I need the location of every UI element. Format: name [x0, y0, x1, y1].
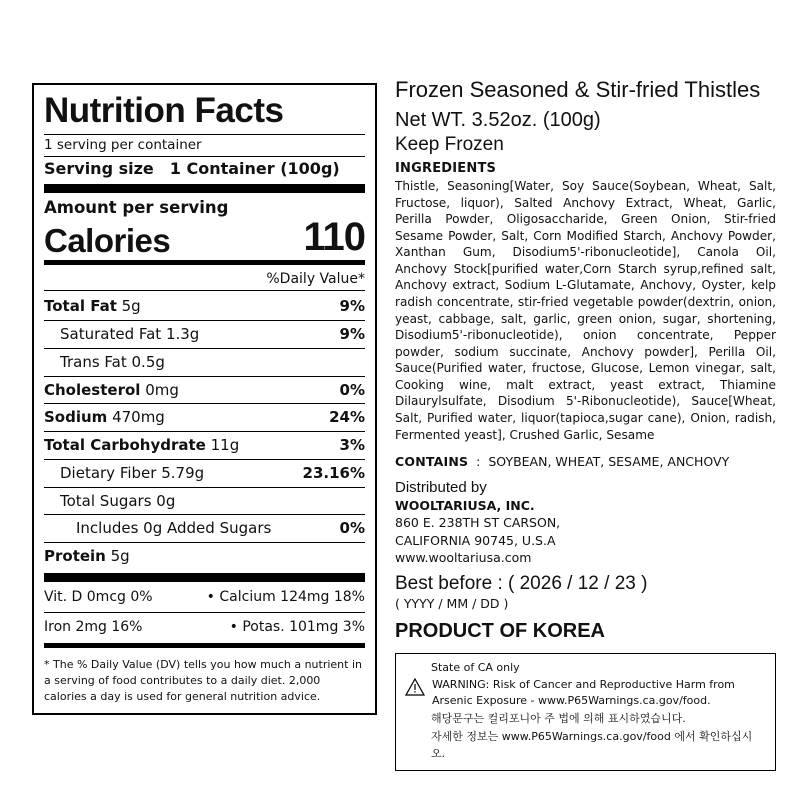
nutrition-facts-panel [32, 83, 377, 715]
net-weight: Net WT. 3.52oz. (100g) [395, 109, 601, 132]
nutrient-row [44, 404, 365, 432]
divider-medium [44, 260, 365, 265]
distributor-address-line2: CALIFORNIA 90745, U.S.A [395, 532, 556, 548]
contains-label: CONTAINS [395, 454, 469, 470]
keep-frozen-note: Keep Frozen [395, 134, 504, 156]
nutrient-daily-value: 24% [329, 408, 365, 427]
daily-value-footnote: * The % Daily Value (DV) tells you how much a nutrient in a serving of food contributes to a daily diet. 2,000 calories a day is used for general nutrition advice. [44, 657, 362, 703]
distributor-block [395, 497, 776, 567]
divider [44, 612, 365, 613]
nutrient-row [44, 432, 365, 460]
nutrient-rows [44, 293, 365, 570]
nutrient-name: Dietary Fiber 5.79g [60, 463, 205, 482]
nutrient-daily-value: 23.16% [302, 463, 365, 482]
distributed-by-label: Distributed by [395, 478, 487, 496]
nutrient-row [44, 349, 365, 377]
product-info-column [395, 55, 776, 760]
warning-state-line: State of CA only [431, 660, 520, 674]
nutrient-row [44, 488, 365, 516]
prop65-warning-box [395, 653, 776, 771]
vitamin-right: • Potas. 101mg 3% [229, 618, 365, 635]
nutrient-name: Total Carbohydrate 11g [44, 436, 240, 455]
warning-row [405, 677, 766, 709]
contains-row: CONTAINS : SOYBEAN, WHEAT, SESAME, ANCHOVY [395, 454, 730, 470]
nutrient-daily-value: 3% [339, 436, 365, 455]
nutrient-row [44, 515, 365, 543]
servings-per-container: 1 serving per container [44, 136, 202, 153]
vitamin-row [44, 615, 365, 640]
divider [44, 290, 365, 291]
nutrient-daily-value: 0% [339, 519, 365, 538]
ingredients-text: Thistle, Seasoning[Water, Soy Sauce(Soybean, Wheat, Salt, Fructose, liquor), Salted Anchovy Extract, Wheat, Garlic, Perilla Powder, Oligosaccharide, Green Onion, Stir-fried Sesame Powder, Salt, Corn Modified Starch, Anchovy Powder, Xanthan Gum, Disodium5'-ribonucleotide], Canola Oil, Anchovy Stock[purified water,Corn Starch syrup,refined salt, Anchovy extract, Sodium L-Glutamate, Anchovy, Oyster, kelp radish concentrate, stir-fried vegetable powder(dextrin, onion, yeast, cabbage, salt, garlic, green onion, sugar, shortening, Disodium5'-ribonucleotide), onion concentrate, Pepper powder, sodium succinate, Anchovy powder], Perilla Oil, Sauce(Purified water, fructose, Glucose, Lemon vinegar, salt, Cooking wine, malt extract, yeast extract, Thiamine Dilaurylsulfate, Disodium 5'-Ribonucleotide), Sauce[Wheat, Salt, Purified water, liquor(tapioca,sugar cane), Onion, radish, Fermented yeast], Crushed Garlic, Sesame [395, 179, 776, 442]
date-format-hint: ( YYYY / MM / DD ) [395, 596, 509, 612]
nutrient-daily-value: 9% [339, 297, 365, 316]
nutrient-row [44, 321, 365, 349]
nutrient-name: Cholesterol 0mg [44, 380, 179, 399]
calories-value: 110 [303, 215, 365, 260]
nutrient-daily-value: 0% [339, 380, 365, 399]
nutrient-name: Sodium 470mg [44, 408, 165, 427]
nutrient-name: Trans Fat 0.5g [60, 352, 165, 371]
nutrient-row [44, 460, 365, 488]
divider-medium [44, 643, 365, 648]
nutrient-row [44, 377, 365, 405]
calories-row [44, 215, 365, 260]
distributor-website[interactable]: www.wooltariusa.com [395, 550, 532, 566]
nutrition-facts-title: Nutrition Facts [44, 91, 284, 130]
serving-size-row [44, 159, 365, 182]
serving-size-value: 1 Container (100g) [169, 158, 340, 178]
amount-per-serving-label: Amount per serving [44, 198, 229, 218]
nutrient-name: Saturated Fat 1.3g [60, 325, 200, 344]
nutrient-row [44, 543, 365, 570]
divider-thick [44, 184, 365, 193]
nutrient-name: Protein 5g [44, 547, 130, 566]
nutrient-name: Total Sugars 0g [60, 491, 176, 510]
divider [44, 134, 365, 135]
product-title: Frozen Seasoned & Stir-fried Thistles [395, 77, 761, 102]
daily-value-header: %Daily Value* [266, 271, 365, 288]
divider [44, 156, 365, 157]
vitamin-row [44, 585, 365, 610]
warning-triangle-icon [405, 678, 425, 700]
distributor-address-line1: 860 E. 238TH ST CARSON, [395, 515, 561, 531]
divider-thick [44, 573, 365, 582]
distributor-name: WOOLTARIUSA, INC. [395, 497, 535, 513]
warning-korean-line2: 자세한 정보는 www.P65Warnings.ca.gov/food 에서 확인하십시오. [431, 730, 753, 760]
nutrient-name: Total Fat 5g [44, 297, 141, 316]
best-before-date: Best before : ( 2026 / 12 / 23 ) [395, 572, 648, 594]
vitamin-rows [44, 585, 365, 640]
vitamin-left: Vit. D 0mcg 0% [44, 588, 153, 605]
nutrient-row [44, 293, 365, 321]
nutrient-name: Includes 0g Added Sugars [76, 519, 272, 538]
calories-label: Calories [44, 222, 171, 260]
vitamin-right: • Calcium 124mg 18% [206, 588, 365, 605]
warning-korean-line1: 해당문구는 컬리포니아 주 법에 의해 표시하였습니다. [431, 711, 686, 725]
warning-text: WARNING: Risk of Cancer and Reproductive Harm from Arsenic Exposure - www.P65Warnings.ca.gov/food. [432, 677, 735, 707]
nutrient-daily-value: 9% [339, 325, 365, 344]
serving-size-label: Serving size [44, 158, 154, 178]
vitamin-left: Iron 2mg 16% [44, 618, 143, 635]
product-of-country: PRODUCT OF KOREA [395, 619, 605, 642]
contains-value: SOYBEAN, WHEAT, SESAME, ANCHOVY [488, 454, 730, 470]
ingredients-header: INGREDIENTS [395, 161, 497, 177]
